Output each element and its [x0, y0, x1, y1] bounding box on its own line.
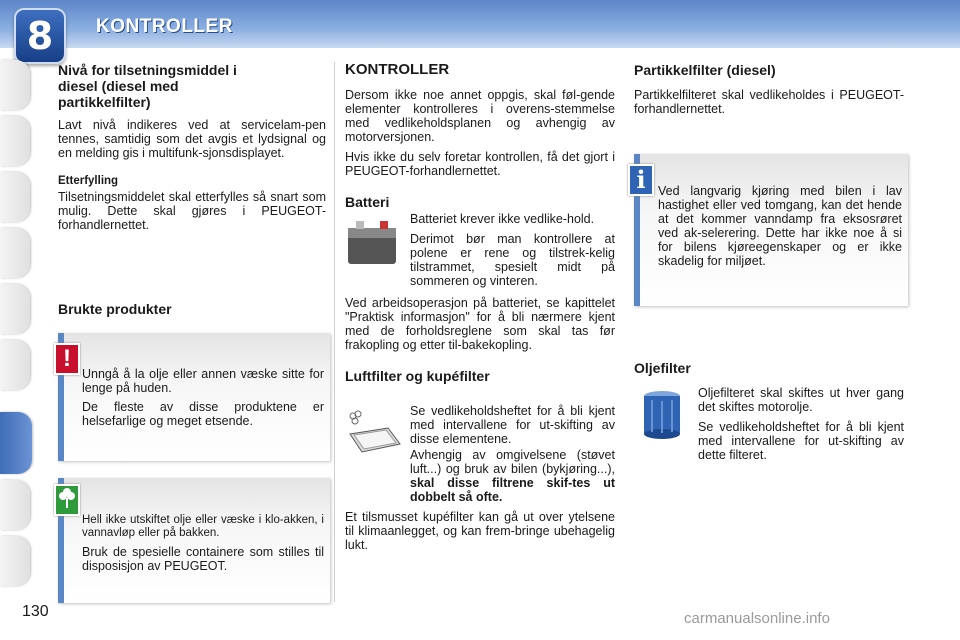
section-heading-used-products: Brukte produkter	[58, 301, 172, 317]
section-heading-particle-filter: Partikkelfilter (diesel)	[634, 62, 776, 78]
paragraph: Batteriet krever ikke vedlike-hold.	[410, 212, 595, 226]
paragraph	[345, 448, 615, 504]
section-heading-oil-filter: Oljefilter	[634, 360, 691, 376]
chapter-tab[interactable]	[0, 116, 30, 166]
chapter-tab[interactable]	[0, 172, 30, 222]
paragraph: Tilsetningsmiddelet skal etterfylles så snart som mulig. Dette skal gjøres i PEUGEOT-forhandlernettet.	[58, 190, 326, 232]
air-filter-text-lower	[345, 448, 615, 558]
watermark: carmanualsonline.info	[684, 610, 830, 627]
environment-text: Bruk de spesielle containere som stilles til disposisjon av PEUGEOT.	[82, 545, 324, 573]
paragraph: Et tilsmusset kupéfilter kan gå ut over ytelsene til klimaanlegget, og kan frem-bringe ubehagelig lukt.	[345, 510, 615, 552]
chapter-tab[interactable]	[0, 284, 30, 334]
chapter-tab[interactable]	[0, 60, 30, 110]
warning-icon: !	[54, 343, 80, 375]
warning-text: De fleste av disse produktene er helsefarlige og meget etsende.	[82, 400, 324, 428]
paragraph: Derimot bør man kontrollere at polene er rene og tilstrek-kelig tilstrammet, spesielt midt på sommeren og vinteren.	[410, 232, 615, 288]
middle-column	[345, 62, 615, 210]
paragraph: Ved arbeidsoperasjon på batteriet, se kapittelet "Praktisk informasjon" for å bli nærmere kjent med de forholdsreglene som skal tas før frakopling og etter til-bakekopling.	[345, 296, 615, 352]
chapter-tab[interactable]	[0, 480, 30, 530]
battery-text	[410, 212, 615, 294]
leaf-icon	[54, 484, 80, 516]
page-title: KONTROLLER	[96, 16, 233, 37]
middle-column-lower	[345, 296, 615, 384]
paragraph: Hvis ikke du selv foretar kontrollen, få det gjort i PEUGEOT-forhandlernettet.	[345, 150, 615, 178]
paragraph: Oljefilteret skal skiftes ut hver gang det skiftes motorolje.	[698, 386, 904, 414]
environment-text: Hell ikke utskiftet olje eller væske i klo-akken, i vannavløp eller på bakken.	[82, 514, 324, 539]
paragraph: Se vedlikeholdsheftet for å bli kjent med intervallene for ut-skifting av disse elementene.	[410, 404, 615, 446]
environment-box	[58, 478, 330, 603]
section-heading-battery: Batteri	[345, 194, 390, 210]
chapter-tab[interactable]	[0, 340, 30, 390]
paragraph: Partikkelfilteret skal vedlikeholdes i PEUGEOT-forhandlernettet.	[634, 88, 904, 116]
section-heading-additive: Nivå for tilsetningsmiddel i diesel (diesel med partikkelfilter)	[58, 62, 237, 110]
chapter-badge: 8	[14, 8, 66, 64]
right-column	[634, 62, 904, 122]
page-number: 130	[22, 603, 49, 620]
oil-filter-icon	[640, 388, 684, 442]
paragraph: Dersom ikke noe annet oppgis, skal føl-gende elementer kontrolleres i overens-stemmelse med vedlikeholdsplanen og avhengig av motorversjonen.	[345, 88, 615, 144]
oil-filter-text	[698, 386, 904, 468]
warning-box	[58, 333, 330, 461]
subheading-refill: Etterfylling	[58, 175, 119, 187]
section-heading-air-filter: Luftfilter og kupéfilter	[345, 368, 490, 384]
chapter-tab[interactable]	[0, 536, 30, 586]
chapter-tab-active[interactable]	[0, 412, 32, 474]
emphasis-text: skal disse filtrene skif-tes ut dobbelt så ofte.	[410, 476, 615, 504]
info-icon: i	[628, 164, 654, 196]
paragraph: Lavt nivå indikeres ved at servicelam-pen tennes, samtidig som det avgis et lydsignal og en melding gis i multifunk-sjonsdisplayet.	[58, 118, 326, 160]
text: Avhengig av omgivelsene (støvet luft...) og bruk av bilen (bykjøring...),	[410, 448, 615, 476]
info-text: Ved langvarig kjøring med bilen i lav hastighet eller ved tomgang, kan det hende at det kommer vanndamp fra eksosrøret ved ak-selerering. Dette har ikke noe å si for bilens kjøreegenskaper og er ikke skadelig for miljøet.	[658, 184, 902, 268]
chapter-tab[interactable]	[0, 228, 30, 278]
info-box	[634, 154, 908, 306]
battery-icon	[344, 216, 400, 268]
left-column	[58, 62, 326, 238]
section-heading-controls: KONTROLLER	[345, 61, 450, 78]
paragraph: Se vedlikeholdsheftet for å bli kjent med intervallene for ut-skifting av dette filteret.	[698, 420, 904, 462]
warning-text: Unngå å la olje eller annen væske sitte for lenge på huden.	[82, 367, 324, 395]
air-filter-text	[410, 404, 615, 452]
column-divider	[334, 62, 335, 602]
